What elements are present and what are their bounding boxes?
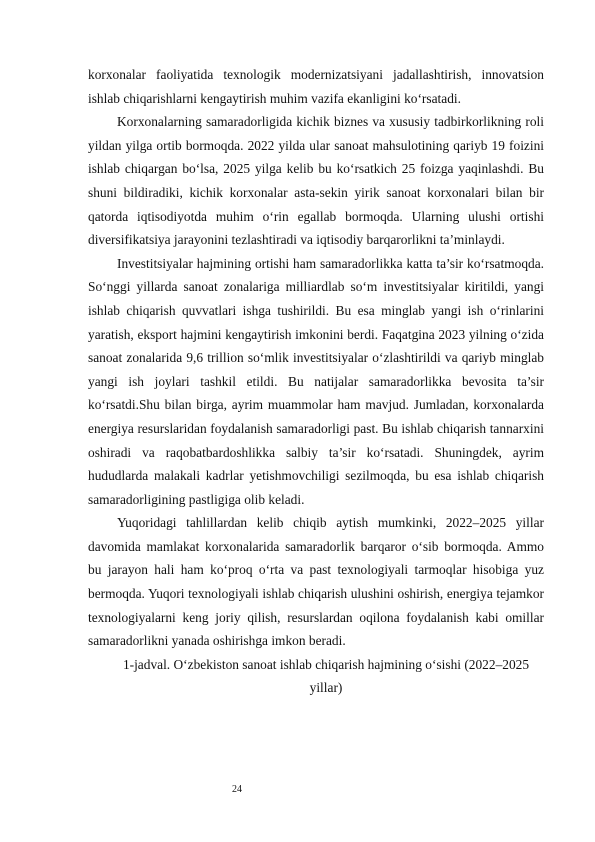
table-caption: 1-jadval. O‘zbekiston sanoat ishlab chiqarish hajmining o‘sishi (2022–2025 yillar): [122, 656, 530, 696]
paragraph-continuation: korxonalar faoliyatida texnologik modernizatsiyani jadallashtirish, innovatsion ishlab chiqarishlarni kengaytirish muhim vazifa ekanligini ko‘rsatadi.: [88, 67, 544, 106]
paragraph-conclusion: Yuqoridagi tahlillardan kelib chiqib aytish mumkinki, 2022–2025 yillar davomida mamlakat korxonalarida samaradorlik barqaror o‘sib bormoqda. Ammo bu jarayon hali ham ko‘proq o‘rta va past texnologiyali tarmoqlar hisobiga yuz bermoqda. Yuqori texnologiyali ishlab chiqarish ulushini oshirish, energiya tejamkor texnologiyalarni keng joriy qilish, resurslardan oqilona foydalanish kabi omillar samaradorlikni yanada oshirishga imkon beradi.: [88, 515, 544, 649]
document-page: [88, 63, 544, 700]
paragraph-investments: Investitsiyalar hajmining ortishi ham samaradorlikka katta ta’sir ko‘rsatmoqda. So‘nggi yillarda sanoat zonalariga milliardlab so‘m investitsiyalar kiritildi, yangi ishlab chiqarish quvvatlari ishga tushirildi. Bu esa minglab yangi ish o‘rinlarini yaratish, eksport hajmini kengaytirish imkonini berdi. Faqatgina 2023 yilning o‘zida sanoat zonalarida 9,6 trillion so‘mlik investitsiyalar o‘zlashtirildi va qariyb minglab yangi ish joylari tashkil etildi. Bu natijalar samaradorlikka bevosita ta’sir ko‘rsatdi.Shu bilan birga, ayrim muammolar ham mavjud. Jumladan, korxonalarda energiya resurslaridan foydalanish samaradorligi past. Bu ishlab chiqarish tannarxini oshiradi va raqobatbardoshlikka salbiy ta’sir ko‘rsatadi. Shuningdek, ayrim hududlarda malakali kadrlar yetishmovchiligi sezilmoqda, bu esa ishlab chiqarish samaradorligining pastligiga olib keladi.: [88, 255, 544, 507]
paragraph-small-business: Korxonalarning samaradorligida kichik biznes va xususiy tadbirkorlikning roli yildan yilga ortib bormoqda. 2022 yilda ular sanoat mahsulotining qariyb 19 foizini ishlab chiqargan bo‘lsa, 2025 yilga kelib bu ko‘rsatkich 25 foizga yaqinlashdi. Bu shuni bildiradiki, kichik korxonalar asta-sekin yirik sanoat korxonalari bilan bir qatorda iqtisodiyotda muhim o‘rin egallab bormoqda. Ularning ulushi ortishi diversifikatsiya jarayonini tezlashtiradi va iqtisodiy barqarorlikni ta’minlaydi.: [88, 114, 544, 248]
page-number: 24: [232, 784, 242, 795]
